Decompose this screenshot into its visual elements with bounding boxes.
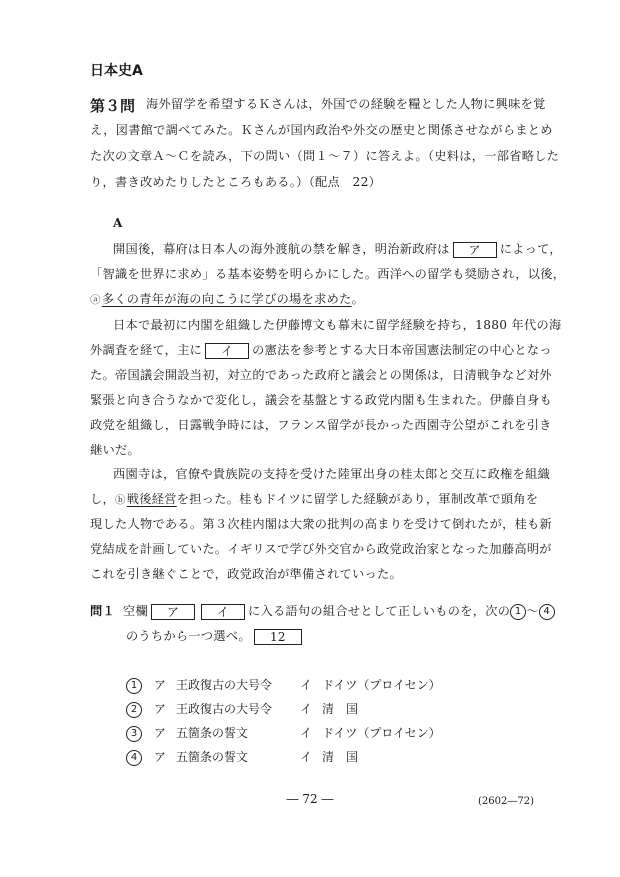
- p1-line-3: [90, 291, 364, 308]
- q1-line-1: [90, 603, 555, 620]
- p3-line-3: 現した人物である。第３次桂内閣は大衆の批判の高まりを受けて倒れたが，桂も新: [90, 517, 553, 531]
- q1-text-post: に入る語句の組合せとして正しいものを，次の: [247, 604, 511, 618]
- choice-a-label: ア: [154, 702, 167, 716]
- choice-row-3[interactable]: [126, 724, 441, 742]
- p1-line-1-end: によって，: [499, 242, 562, 256]
- choice-a-term: 王政復古の大号令: [176, 678, 273, 692]
- p3-line-5: これを引き継ぐことで，政党政治が準備されていった。: [90, 567, 402, 581]
- choice-i-term: ドイツ（プロイセン）: [322, 678, 441, 692]
- blank-a-box: ア: [453, 242, 497, 258]
- p2-line-3: た。帝国議会開設当初，対立的であった政府と議会との関係は，日清戦争など対外: [90, 368, 552, 382]
- intro-line-2: え，図書館で調べてみた。Ｋさんが国内政治や外交の歴史と関係させながらまとめ: [90, 123, 553, 137]
- q1-text-2: のうちから一つ選べ。: [126, 629, 251, 643]
- intro-line-1: 海外留学を希望するＫさんは，外国での経験を糧とした人物に興味を覚: [146, 97, 546, 111]
- answer-number-box: 12: [254, 629, 302, 645]
- p1-line-3-end: 。: [351, 292, 365, 306]
- choice-row-1[interactable]: [126, 676, 441, 694]
- choice-row-4[interactable]: [126, 748, 358, 766]
- q1-blank-a-box: ア: [151, 604, 195, 620]
- section-a-label: A: [113, 216, 123, 230]
- choice-i-label: イ: [300, 750, 313, 764]
- marker-a: ⓐ: [90, 294, 101, 306]
- choice-number-icon: 2: [126, 702, 142, 718]
- choice-i-label: イ: [300, 702, 313, 716]
- exam-code: (2602―72): [478, 796, 534, 807]
- q1-line-2: [126, 628, 305, 645]
- intro-line-3: た次の文章Ａ～Ｃを読み，下の問い（問１～７）に答えよ。（史料は，一部省略した: [90, 149, 560, 163]
- p3-line-2: [90, 491, 538, 508]
- choice-a-label: ア: [154, 678, 167, 692]
- choice-number-icon: 3: [126, 726, 142, 742]
- choice-a-label: ア: [154, 726, 167, 740]
- choice-i-term: 清 国: [322, 702, 359, 716]
- choice-a-term: 王政復古の大号令: [176, 702, 273, 716]
- choice-a-term: 五箇条の誓文: [176, 750, 249, 764]
- page-number: ― 72 ―: [286, 792, 334, 806]
- choice-row-2[interactable]: [126, 700, 358, 718]
- q1-blank-i-box: イ: [201, 604, 245, 620]
- intro-line-4: り，書き改めたりしたところもある。）（配点 22）: [90, 175, 382, 189]
- p2-line-1: 日本で最初に内閣を組織した伊藤博文も幕末に留学経験を持ち，1880 年代の海: [113, 318, 562, 332]
- p3-line-2-text: し，: [90, 492, 115, 506]
- underline-b-text: 戦後経営: [126, 492, 177, 506]
- p1-line-1-text: 開国後，幕府は日本人の海外渡航の禁を解き，明治新政府は: [113, 242, 450, 256]
- p2-line-2: [90, 342, 552, 359]
- p2-line-6: 継いだ。: [90, 443, 140, 457]
- choice-4-icon: 4: [539, 604, 555, 620]
- p2-line-4: 緊張と向き合うなかで変化し，議会を基盤とする政党内閣も生まれた。伊藤自身も: [90, 393, 553, 407]
- choice-i-term: ドイツ（プロイセン）: [322, 726, 441, 740]
- p1-line-2: 「智識を世界に求め」る基本姿勢を明らかにした。西洋への留学も奨励され，以後，: [90, 267, 566, 281]
- p2-line-2-text: 外調査を経て，主に: [90, 343, 203, 357]
- question-number: 第３問: [90, 97, 136, 115]
- p2-line-2-end: の憲法を参考とする大日本帝国憲法制定の中心となっ: [252, 343, 552, 357]
- subject-title: 日本史A: [90, 63, 143, 79]
- blank-i-box: イ: [205, 343, 249, 359]
- choice-number-icon: 1: [126, 678, 142, 694]
- choice-i-term: 清 国: [322, 750, 359, 764]
- choice-a-label: ア: [154, 750, 167, 764]
- p3-line-2-end: を担った。桂もドイツに留学した経験があり，軍制改革で頭角を: [176, 492, 539, 506]
- p2-line-5: 政党を組織し，日露戦争時には，フランス留学が長かった西園寺公望がこれを引き: [90, 418, 552, 432]
- q1-range: ～: [526, 604, 539, 618]
- underline-a-text: 多くの青年が海の向こうに学びの場を求めた: [101, 292, 352, 306]
- choice-number-icon: 4: [126, 750, 142, 766]
- marker-b: ⓑ: [114, 494, 126, 506]
- choice-i-label: イ: [300, 726, 313, 740]
- p3-line-1: 西園寺は，官僚や貴族院の支持を受けた陸軍出身の桂太郎と交互に政権を組織: [113, 467, 551, 481]
- q1-text-pre: 空欄: [122, 604, 148, 618]
- choice-a-term: 五箇条の誓文: [176, 726, 249, 740]
- p1-line-1: [113, 241, 562, 258]
- choice-i-label: イ: [300, 678, 313, 692]
- p3-line-4: 党結成を計画していた。イギリスで学び外交官から政党政治家となった加藤高明が: [90, 542, 552, 556]
- q1-label: 問１: [90, 604, 115, 618]
- choice-1-icon: 1: [510, 604, 526, 620]
